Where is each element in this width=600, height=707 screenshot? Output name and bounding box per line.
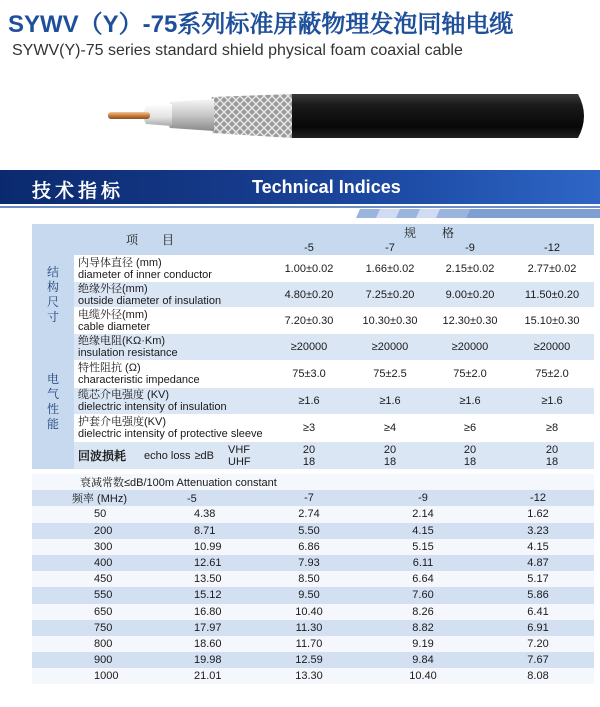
freq-value: 200 (94, 524, 113, 537)
cable-illustration (0, 72, 600, 162)
row-label-cn: 绝缘电阻(KΩ·Km) (78, 335, 166, 347)
spec-value: 15.10±0.30 (510, 307, 594, 334)
spec-value: ≥1.6 (430, 388, 510, 414)
attenuation-value: 8.71 (194, 524, 216, 537)
attenuation-value: 11.70 (254, 636, 364, 652)
echo-vhf-value: 20 (545, 443, 559, 456)
attenuation-value: 10.99 (194, 540, 222, 553)
attenuation-title-row (32, 474, 594, 490)
spec-header-a: 规 (268, 224, 430, 241)
spec-header-row (32, 224, 594, 241)
spec-value: 75±2.5 (350, 360, 430, 388)
spec-value: 1.66±0.02 (350, 255, 430, 282)
row-label (74, 442, 268, 469)
attenuation-value: 8.50 (254, 571, 364, 587)
row-label (74, 307, 268, 334)
page-title: SYWV（Y）-75系列标准屏蔽物理发泡同轴电缆 (8, 11, 514, 38)
attenuation-value: 7.93 (254, 555, 364, 571)
att-model-header: -7 (254, 490, 364, 506)
attenuation-value: 18.60 (194, 637, 222, 650)
group-char: 能 (46, 416, 59, 431)
attenuation-value: 19.98 (194, 654, 222, 667)
spec-value: ≥4 (350, 414, 430, 442)
freq-value: 450 (94, 573, 113, 586)
freq-value: 800 (94, 637, 113, 650)
row-label-en: dielectric intensity of protective sleeve (78, 428, 263, 440)
freq-cell (32, 539, 254, 555)
attenuation-value: 6.11 (364, 555, 482, 571)
group-char: 性 (46, 401, 59, 416)
row-label-en: dielectric intensity of insulation (78, 401, 227, 413)
group-structure (32, 255, 74, 334)
freq-cell (32, 636, 254, 652)
spec-value: ≥20000 (430, 334, 510, 360)
uhf-label: UHF (228, 455, 251, 468)
echo-value (268, 442, 350, 469)
row-label-cn: 特性阻抗 (Ω) (78, 362, 141, 374)
spec-value: ≥8 (510, 414, 594, 442)
spec-value: 11.50±0.20 (510, 282, 594, 307)
attenuation-row (32, 555, 594, 571)
model-header: -12 (510, 241, 594, 255)
banner-title-en: Technical Indices (252, 177, 401, 197)
group-char: 构 (46, 279, 59, 294)
spec-table (32, 224, 594, 469)
spec-value: 10.30±0.30 (350, 307, 430, 334)
attenuation-value: 8.08 (482, 668, 594, 684)
decorative-stripes (0, 206, 600, 218)
att-model-header: -9 (364, 490, 482, 506)
group-char: 结 (46, 264, 59, 279)
row-label (74, 334, 268, 360)
attenuation-value: 16.80 (194, 605, 222, 618)
spec-value: ≥1.6 (510, 388, 594, 414)
spec-value: 12.30±0.30 (430, 307, 510, 334)
attenuation-value: 13.30 (254, 668, 364, 684)
page-subtitle: SYWV(Y)-75 series standard shield physical foam coaxial cable (12, 42, 463, 59)
row-label (74, 360, 268, 388)
row-label (74, 255, 268, 282)
model-header: -5 (268, 241, 350, 255)
attenuation-value: 7.20 (482, 636, 594, 652)
freq-value: 400 (94, 557, 113, 570)
freq-value: 750 (94, 621, 113, 634)
row-label (74, 414, 268, 442)
attenuation-value: 13.50 (194, 573, 222, 586)
echo-condition: ≥dB (194, 449, 214, 462)
echo-value (510, 442, 594, 469)
attenuation-value: 7.67 (482, 652, 594, 668)
row-label-cn: 电缆外径(mm) (78, 308, 148, 321)
attenuation-row (32, 523, 594, 539)
attenuation-row (32, 668, 594, 684)
attenuation-value: 9.84 (364, 652, 482, 668)
attenuation-row (32, 587, 594, 603)
freq-value: 650 (94, 605, 113, 618)
echo-uhf-value: 18 (545, 455, 559, 468)
attenuation-value: 1.62 (482, 506, 594, 522)
freq-value: 300 (94, 540, 113, 553)
row-label-cn: 内导体直径 (mm) (78, 256, 162, 269)
spec-row-dielectric-sleeve (32, 414, 594, 442)
spec-value: 4.80±0.20 (268, 282, 350, 307)
echo-vhf-value: 20 (302, 443, 316, 456)
vhf-label: VHF (228, 443, 250, 456)
attenuation-value: 11.30 (254, 620, 364, 636)
attenuation-row (32, 571, 594, 587)
echo-label-en: echo loss (144, 449, 191, 462)
echo-uhf-value: 18 (383, 455, 397, 468)
freq-cell (32, 555, 254, 571)
row-label (74, 388, 268, 414)
freq-cell (32, 506, 254, 522)
freq-cell (32, 620, 254, 636)
row-label-en: characteristic impedance (78, 374, 200, 386)
attenuation-value: 2.14 (364, 506, 482, 522)
spec-value: 75±2.0 (430, 360, 510, 388)
attenuation-row (32, 539, 594, 555)
spec-row-inner-conductor (32, 255, 594, 282)
cable-inner-conductor (108, 112, 150, 119)
freq-value: 50 (94, 508, 107, 521)
spec-value: 2.77±0.02 (510, 255, 594, 282)
spec-value: ≥3 (268, 414, 350, 442)
attenuation-row (32, 620, 594, 636)
model-header: -7 (350, 241, 430, 255)
spec-value: ≥20000 (268, 334, 350, 360)
attenuation-value: 12.59 (254, 652, 364, 668)
row-label (74, 282, 268, 307)
freq-cell (32, 668, 254, 684)
echo-value (350, 442, 430, 469)
attenuation-value: 17.97 (194, 621, 222, 634)
spec-value: ≥6 (430, 414, 510, 442)
row-label-en: cable diameter (78, 320, 151, 333)
attenuation-value: 8.26 (364, 604, 482, 620)
freq-cell (32, 604, 254, 620)
attenuation-value: 10.40 (254, 604, 364, 620)
spec-value: ≥20000 (350, 334, 430, 360)
group-char: 电 (46, 371, 59, 386)
echo-uhf-value: 18 (302, 455, 316, 468)
freq-cell (32, 571, 254, 587)
attenuation-row (32, 652, 594, 668)
spec-value: 75±3.0 (268, 360, 350, 388)
spec-value: 7.25±0.20 (350, 282, 430, 307)
group-char: 气 (46, 386, 59, 401)
attenuation-value: 6.86 (254, 539, 364, 555)
spec-row-insulation-diameter (32, 282, 594, 307)
attenuation-value: 3.23 (482, 523, 594, 539)
model-header: -9 (430, 241, 510, 255)
echo-label-cn: 回波损耗 (78, 448, 127, 463)
spec-value: ≥20000 (510, 334, 594, 360)
spec-value: 2.15±0.02 (430, 255, 510, 282)
spec-row-dielectric-insulation (32, 388, 594, 414)
banner-title-cn: 技术指标 (32, 181, 125, 202)
freq-value: 900 (94, 654, 113, 667)
echo-value (430, 442, 510, 469)
attenuation-value: 6.41 (482, 604, 594, 620)
freq-cell (32, 652, 254, 668)
freq-cell (32, 523, 254, 539)
spec-value: 9.00±0.20 (430, 282, 510, 307)
attenuation-header-row (32, 490, 594, 506)
technical-indices-banner (0, 170, 600, 204)
att-model-header: -12 (482, 490, 594, 506)
cable-foil (167, 99, 214, 131)
echo-uhf-value: 18 (463, 455, 477, 468)
spec-value: 75±2.0 (510, 360, 594, 388)
attenuation-value: 7.60 (364, 587, 482, 603)
group-electrical (32, 334, 74, 469)
freq-value: 550 (94, 589, 113, 602)
attenuation-value: 12.61 (194, 557, 222, 570)
attenuation-value: 5.17 (482, 571, 594, 587)
attenuation-title: 衰减常数≤dB/100m Attenuation constant (32, 474, 594, 490)
attenuation-value: 4.87 (482, 555, 594, 571)
row-label-en: diameter of inner conductor (78, 268, 212, 281)
attenuation-value: 5.50 (254, 523, 364, 539)
attenuation-row (32, 636, 594, 652)
attenuation-value: 15.12 (194, 589, 222, 602)
attenuation-value: 5.86 (482, 587, 594, 603)
attenuation-value: 5.15 (364, 539, 482, 555)
attenuation-value: 4.38 (194, 508, 216, 521)
attenuation-value: 6.64 (364, 571, 482, 587)
att-model-header: -5 (187, 493, 197, 506)
row-label-cn: 缆芯介电强度 (KV) (78, 389, 170, 401)
freq-header (32, 490, 254, 506)
row-label-cn: 护套介电强度(KV) (78, 416, 166, 428)
item-header: 项 目 (32, 224, 268, 255)
attenuation-value: 8.82 (364, 620, 482, 636)
attenuation-value: 6.91 (482, 620, 594, 636)
echo-vhf-value: 20 (383, 443, 397, 456)
attenuation-value: 21.01 (194, 670, 222, 683)
attenuation-value: 10.40 (364, 668, 482, 684)
echo-vhf-value: 20 (463, 443, 477, 456)
attenuation-value: 9.50 (254, 587, 364, 603)
spec-header-b: 格 (430, 224, 594, 241)
group-char: 尺 (46, 294, 59, 309)
attenuation-value: 4.15 (482, 539, 594, 555)
attenuation-row (32, 506, 594, 522)
freq-value: 1000 (94, 670, 119, 683)
spec-value: 1.00±0.02 (268, 255, 350, 282)
spec-row-cable-diameter (32, 307, 594, 334)
spec-value: ≥1.6 (350, 388, 430, 414)
attenuation-value: 9.19 (364, 636, 482, 652)
spec-row-insulation-resistance (32, 334, 594, 360)
attenuation-value: 4.15 (364, 523, 482, 539)
spec-value: ≥1.6 (268, 388, 350, 414)
spec-row-echo-loss (32, 442, 594, 469)
cable-jacket (290, 94, 584, 138)
spec-value: 7.20±0.30 (268, 307, 350, 334)
spec-row-impedance (32, 360, 594, 388)
row-label-cn: 绝缘外径(mm) (78, 282, 148, 295)
freq-label: 频率 (MHz) (72, 493, 127, 506)
group-char: 寸 (46, 309, 59, 324)
attenuation-value: 2.74 (254, 506, 364, 522)
attenuation-row (32, 604, 594, 620)
freq-cell (32, 587, 254, 603)
attenuation-table (32, 474, 594, 684)
cable-braid (208, 94, 292, 138)
row-label-en: outside diameter of insulation (78, 294, 222, 307)
row-label-en: insulation resistance (78, 347, 178, 359)
